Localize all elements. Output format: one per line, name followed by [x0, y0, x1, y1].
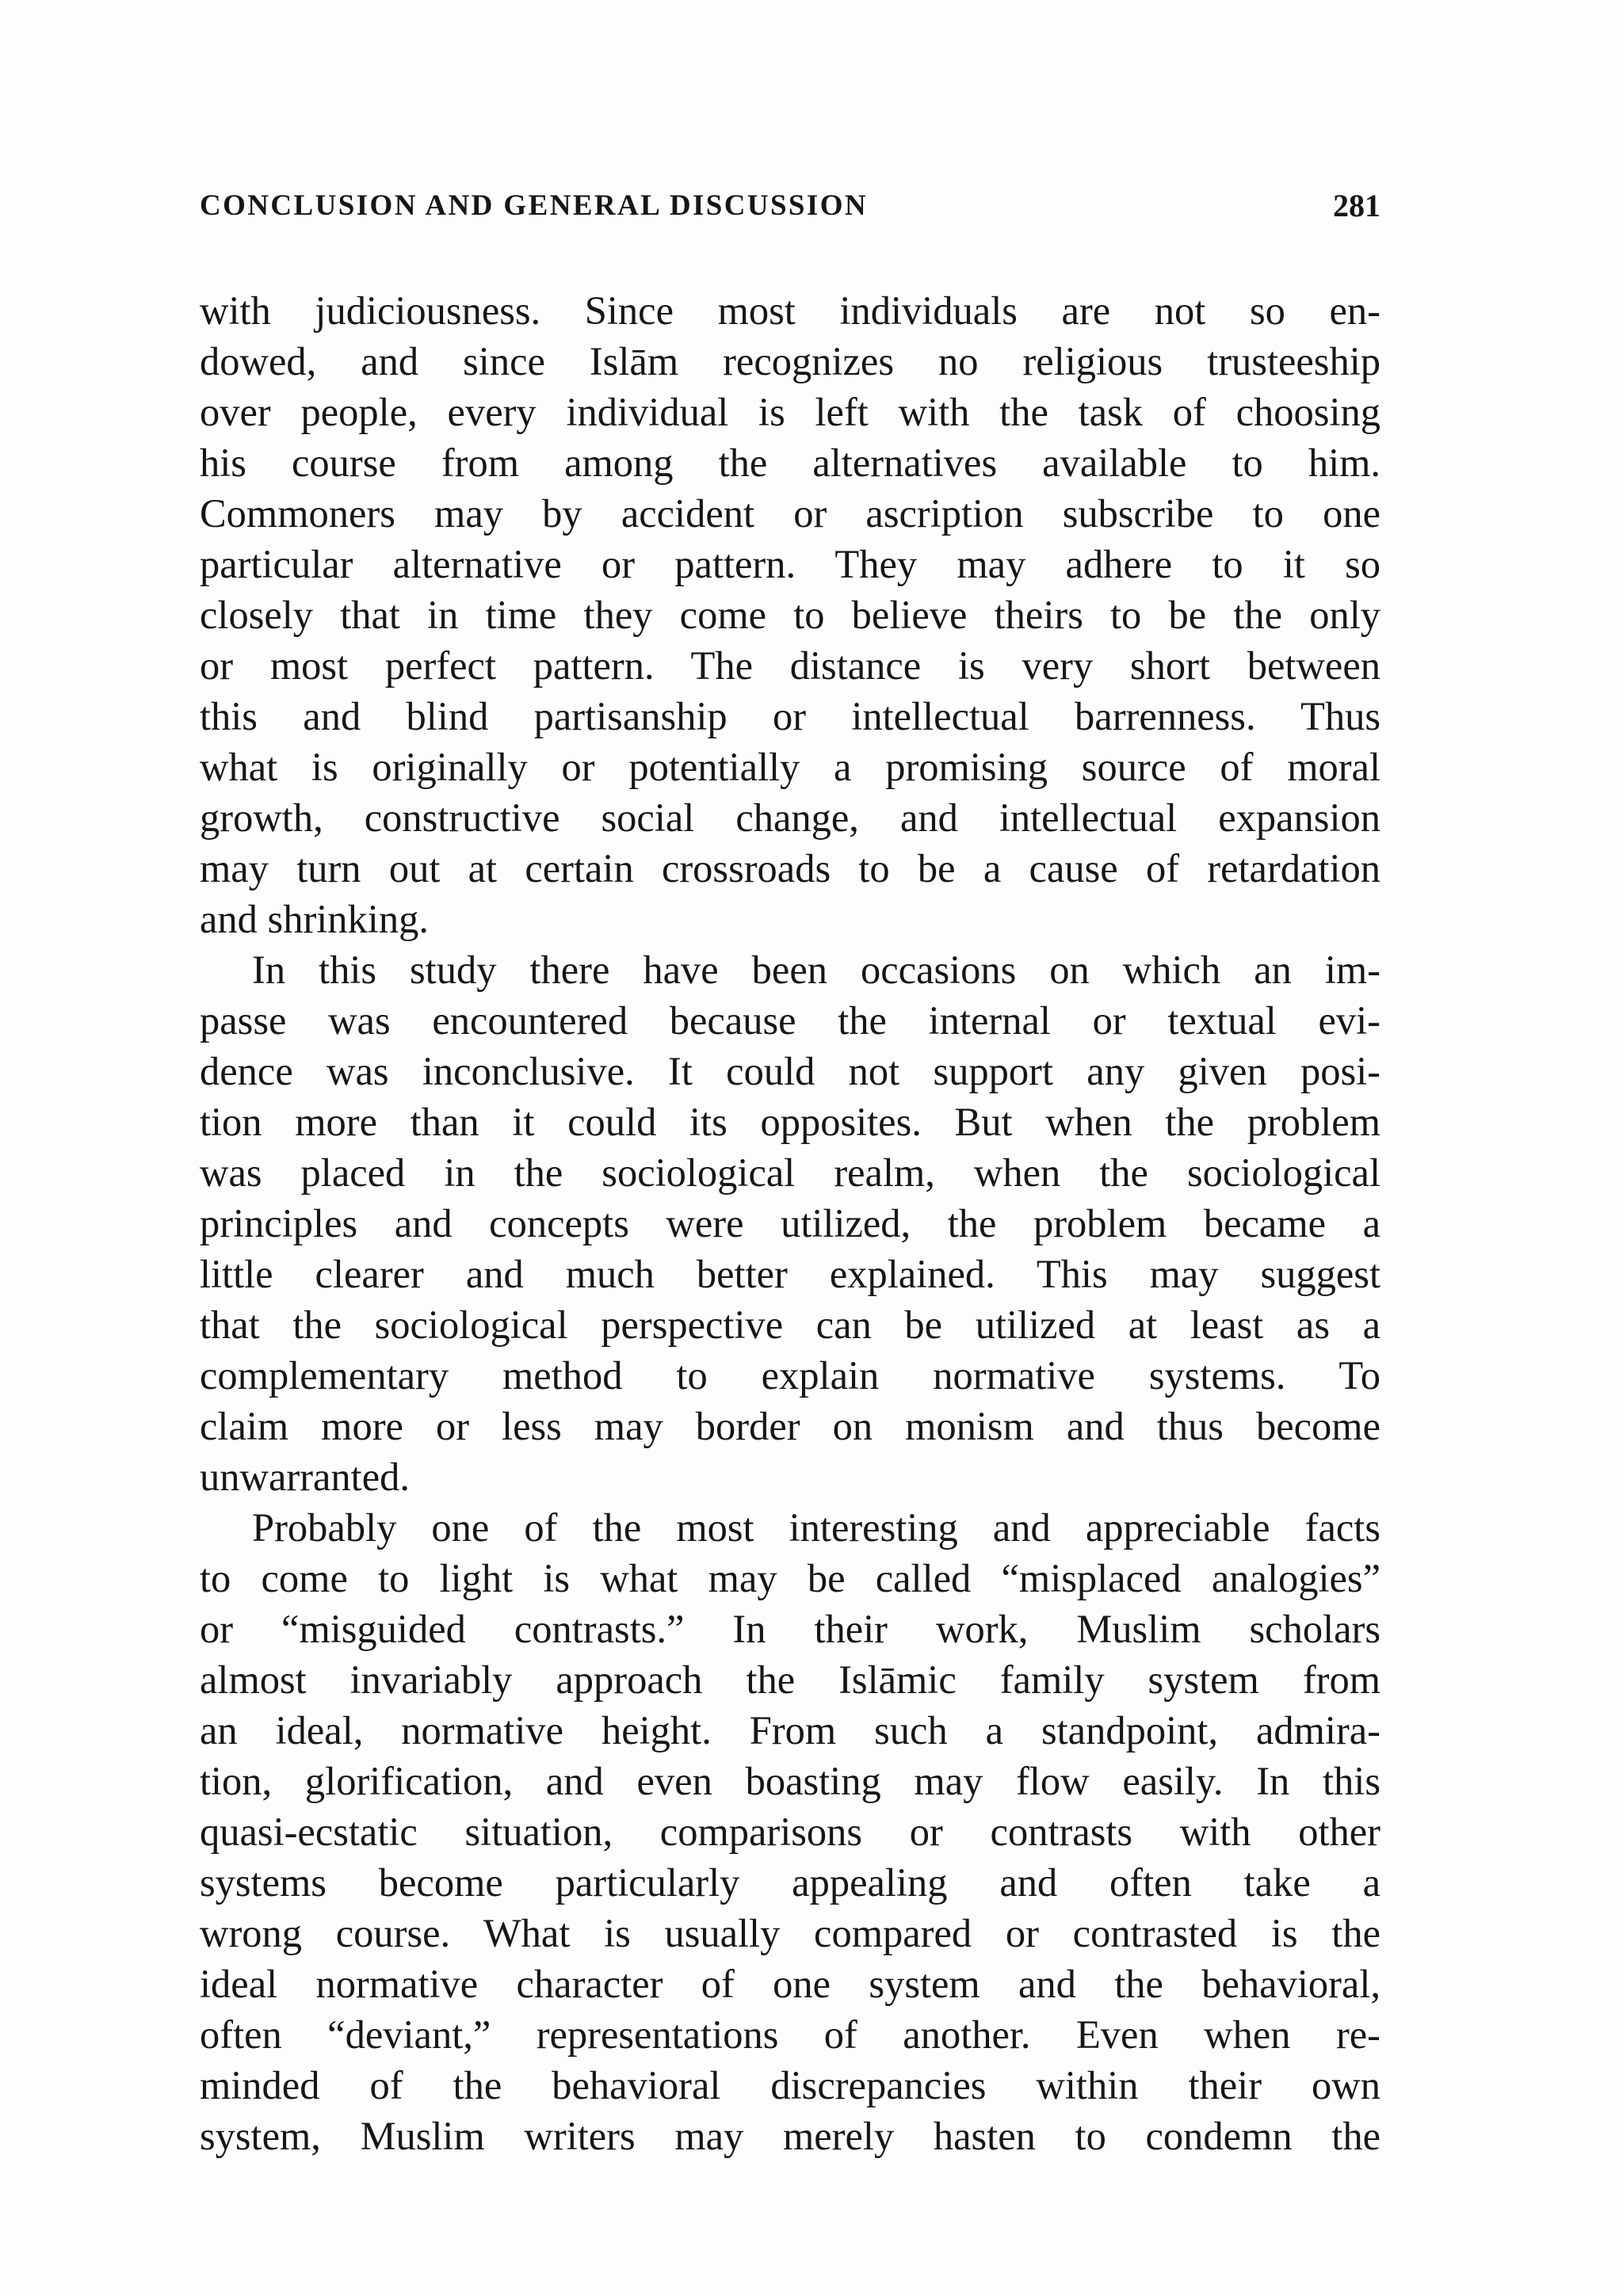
text-line: over people, every individual is left with the task of choosing	[200, 390, 1381, 434]
text-line: this and blind partisanship or intellectual barrenness. Thus	[200, 694, 1381, 738]
text-line: particular alternative or pattern. They may adhere to it so	[200, 542, 1381, 586]
text-line: dence was inconclusive. It could not support any given posi-	[200, 1049, 1381, 1093]
page-number: 281	[1333, 188, 1381, 223]
text-line: his course from among the alternatives available to him.	[200, 441, 1381, 485]
text-line: quasi-ecstatic situation, comparisons or contrasts with other	[200, 1810, 1381, 1854]
text-line: growth, constructive social change, and intellectual expansion	[200, 795, 1381, 840]
text-line: closely that in time they come to believe theirs to be the only	[200, 593, 1381, 637]
text-line: wrong course. What is usually compared or contrasted is the	[200, 1911, 1381, 1955]
body-text	[200, 285, 1381, 2161]
text-line: an ideal, normative height. From such a standpoint, admira-	[200, 1708, 1381, 1753]
running-head	[200, 182, 1381, 230]
text-line: almost invariably approach the Islāmic family system from	[200, 1657, 1381, 1702]
text-line: often “deviant,” representations of another. Even when re-	[200, 2012, 1381, 2057]
running-title: CONCLUSION AND GENERAL DISCUSSION	[200, 189, 869, 222]
text-line: with judiciousness. Since most individuals are not so en-	[200, 288, 1381, 333]
text-line: minded of the behavioral discrepancies within their own	[200, 2063, 1381, 2107]
text-line: claim more or less may border on monism and thus become	[200, 1404, 1381, 1448]
text-line: or most perfect pattern. The distance is very short between	[200, 643, 1381, 688]
text-line: to come to light is what may be called “misplaced analogies”	[200, 1556, 1381, 1600]
text-line: or “misguided contrasts.” In their work, Muslim scholars	[200, 1607, 1381, 1651]
text-line: systems become particularly appealing and often take a	[200, 1860, 1381, 1905]
text-line: tion more than it could its opposites. But when the problem	[200, 1100, 1381, 1144]
text-line: may turn out at certain crossroads to be a cause of retardation	[200, 846, 1381, 891]
text-line: and shrinking.	[200, 897, 429, 941]
text-line: system, Muslim writers may merely hasten to condemn the	[200, 2114, 1381, 2158]
text-line: passe was encountered because the internal or textual evi-	[200, 998, 1381, 1043]
text-line: dowed, and since Islām recognizes no religious trusteeship	[200, 339, 1381, 383]
text-line: that the sociological perspective can be utilized at least as a	[200, 1302, 1381, 1347]
text-line: was placed in the sociological realm, when the sociological	[200, 1150, 1381, 1195]
text-line: unwarranted.	[200, 1455, 411, 1499]
text-line: Commoners may by accident or ascription subscribe to one	[200, 491, 1381, 536]
text-line: complementary method to explain normative systems. To	[200, 1353, 1381, 1398]
text-line: little clearer and much better explained. This may suggest	[200, 1252, 1381, 1296]
text-line: In this study there have been occasions on which an im-	[252, 948, 1381, 992]
text-line: ideal normative character of one system and the behavioral,	[200, 1962, 1381, 2006]
text-line: what is originally or potentially a promising source of moral	[200, 745, 1381, 789]
text-line: principles and concepts were utilized, the problem became a	[200, 1201, 1381, 1245]
text-line: tion, glorification, and even boasting may flow easily. In this	[200, 1759, 1381, 1803]
text-line: Probably one of the most interesting and appreciable facts	[252, 1505, 1381, 1550]
